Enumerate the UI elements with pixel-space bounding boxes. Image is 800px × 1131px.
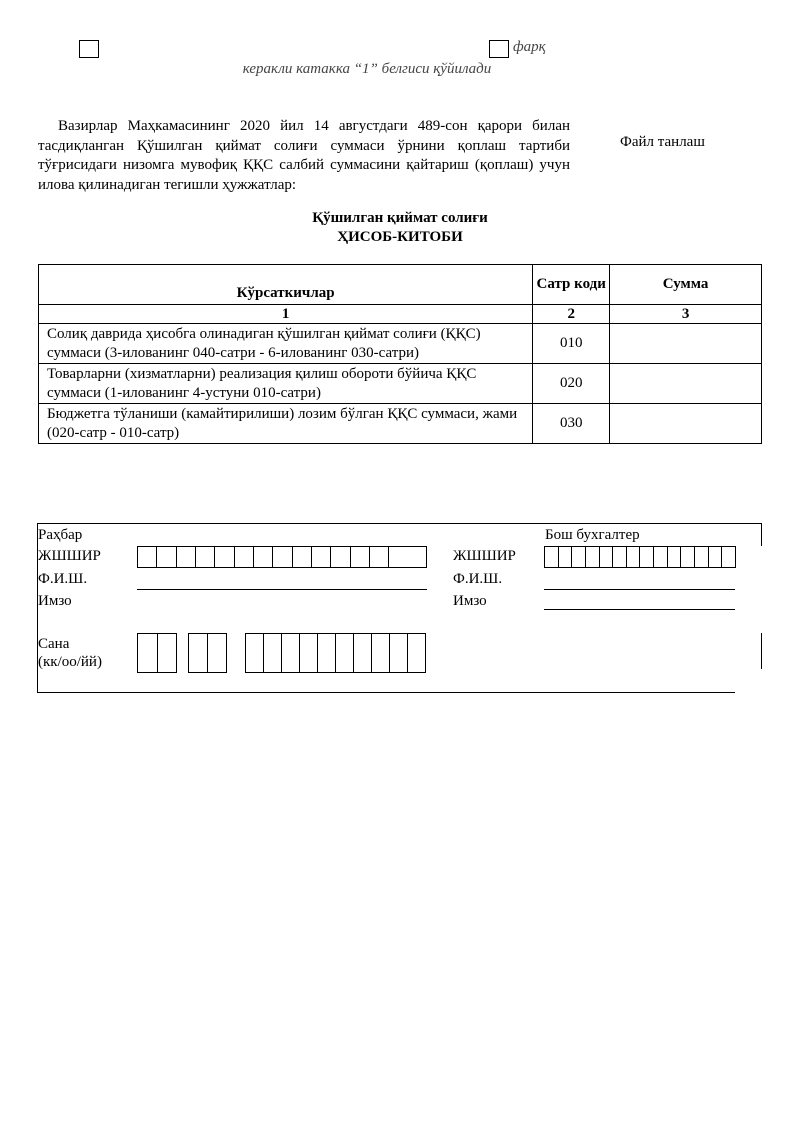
sum-input[interactable] (610, 324, 762, 364)
form-title: Қўшилган қиймат солиғи (312, 210, 488, 226)
sig-right-edge-top (761, 523, 762, 546)
date-format-label: (кк/оо/йй) (38, 654, 102, 670)
header-row-code: Сатр коди (533, 265, 610, 305)
header-indicators: Кўрсаткичлар (39, 265, 533, 305)
fio-left-label: Ф.И.Ш. (38, 571, 88, 587)
intro-paragraph: Вазирлар Маҳкамасининг 2020 йил 14 августдаги 489-сон қарори билан тасдиқланган Қўшилган қиймат солиғи суммаси ўрнини қоплаш тартиби тўғрисидаги низомга мувофиқ ҚҚС салбий суммасини қайтариш (қоплаш) учун илова қилинадиган тегишли ҳужжатлар: (38, 118, 570, 193)
fio-right-input[interactable] (544, 589, 735, 590)
checkbox-left[interactable] (79, 40, 99, 58)
form-subtitle: ҲИСОБ-КИТОБИ (337, 229, 463, 245)
row-label: Бюджетга тўланиши (камайтирилиши) лозим бўлган ҚҚС суммаси, жами (020-сатр - 010-сатр) (39, 404, 533, 444)
file-select-button[interactable]: Файл танлаш (620, 134, 705, 150)
pinfl-left-input[interactable] (137, 546, 427, 568)
date-month-input[interactable] (188, 633, 227, 673)
date-label: Сана (38, 636, 70, 652)
date-day-input[interactable] (137, 633, 177, 673)
row-label: Солиқ даврида ҳисобга олинадиган қўшилган қиймат солиғи (ҚҚС) суммаси (3-илованинг 040-сатри - 6-илованинг 030-сатри) (39, 324, 533, 364)
sum-input[interactable] (610, 404, 762, 444)
sign-left-label: Имзо (38, 593, 72, 609)
sum-input[interactable] (610, 364, 762, 404)
chief-accountant-label: Бош бухгалтер (545, 527, 640, 543)
col-number-3: 3 (610, 305, 762, 324)
sign-right-line[interactable] (544, 609, 735, 610)
col-number-2: 2 (533, 305, 610, 324)
table-row (39, 324, 762, 364)
row-code: 020 (533, 364, 610, 404)
row-code: 030 (533, 404, 610, 444)
fio-left-input[interactable] (137, 589, 427, 590)
pinfl-left-label: ЖШШИР (38, 548, 101, 564)
date-year-input[interactable] (245, 633, 426, 673)
fio-right-label: Ф.И.Ш. (453, 571, 503, 587)
pinfl-right-label: ЖШШИР (453, 548, 516, 564)
header-sum: Сумма (610, 265, 762, 305)
col-number-1: 1 (39, 305, 533, 324)
pinfl-right-input[interactable] (544, 546, 736, 568)
table-row (39, 404, 762, 444)
checkbox-farq[interactable] (489, 40, 509, 58)
farq-label: фарқ (513, 39, 546, 55)
table-row (39, 364, 762, 404)
sign-right-label: Имзо (453, 593, 487, 609)
sig-top-extension (735, 523, 761, 524)
row-label: Товарларни (хизматларни) реализация қилиш обороти бўйича ҚҚС суммаси (1-илованинг 4-устуни 010-сатри) (39, 364, 533, 404)
vat-table (38, 264, 762, 444)
director-label: Раҳбар (38, 527, 83, 543)
checkbox-instruction: керакли катакка “1” белгиси қўйилади (242, 61, 492, 77)
sig-right-edge-date (761, 633, 762, 669)
row-code: 010 (533, 324, 610, 364)
